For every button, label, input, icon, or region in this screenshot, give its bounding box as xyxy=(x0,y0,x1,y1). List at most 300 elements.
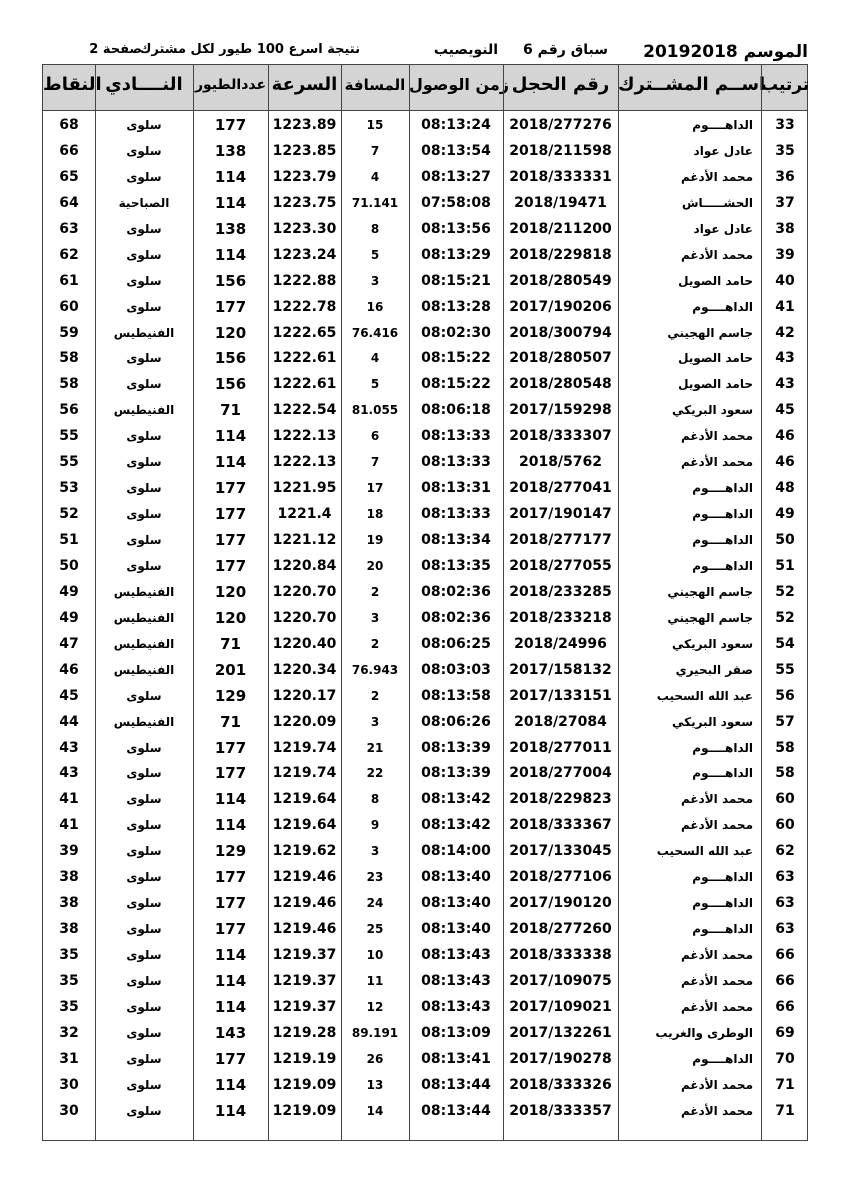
birds-count-cell: 114 xyxy=(214,245,247,264)
rank-cell: 55 xyxy=(775,661,795,678)
distance-cell: 6 xyxy=(370,429,380,444)
club-cell: سلوى xyxy=(126,351,162,366)
distance-cell: 5 xyxy=(370,247,380,262)
distance-cell: 4 xyxy=(370,169,380,184)
distance-cell: 20 xyxy=(366,558,384,573)
participant-name-cell: الداهــــوم xyxy=(692,766,753,781)
birds-count-cell: 114 xyxy=(214,1101,247,1120)
distance-cell: 5 xyxy=(370,377,380,392)
rank-cell: 36 xyxy=(775,168,795,185)
header-participant-name: اســم المشــترك xyxy=(618,74,766,95)
birds-count-cell: 114 xyxy=(214,790,247,809)
arrival-time-cell: 08:13:42 xyxy=(421,791,491,808)
club-cell: الصباحية xyxy=(118,195,170,210)
participant-name-cell: الداهــــوم xyxy=(692,1051,753,1066)
arrival-time-cell: 08:13:27 xyxy=(421,168,491,185)
arrival-time-cell: 08:13:09 xyxy=(421,1024,491,1041)
table-row xyxy=(43,891,807,917)
table-row xyxy=(43,606,807,632)
speed-cell: 1220.17 xyxy=(272,687,337,704)
distance-cell: 81.055 xyxy=(351,403,399,418)
club-cell: سلوى xyxy=(126,533,162,547)
table-row xyxy=(43,217,807,243)
points-cell: 45 xyxy=(59,687,79,704)
points-cell: 38 xyxy=(59,895,79,912)
speed-cell: 1223.75 xyxy=(272,194,337,211)
participant-name-cell: محمد الأدغم xyxy=(680,999,753,1014)
rank-cell: 66 xyxy=(775,947,795,963)
table-row xyxy=(43,450,807,476)
participant-name-cell: محمد الأدغم xyxy=(680,818,753,833)
arrival-time-cell: 08:02:36 xyxy=(421,609,491,626)
points-cell: 66 xyxy=(59,142,79,159)
table-row xyxy=(43,865,807,891)
distance-cell: 17 xyxy=(366,481,384,496)
ring-number-cell: 2018/277055 xyxy=(509,557,612,574)
club-cell: سلوى xyxy=(126,688,162,703)
arrival-time-cell: 08:06:26 xyxy=(421,713,491,730)
club-cell: سلوى xyxy=(126,118,162,132)
club-cell: سلوى xyxy=(126,896,162,911)
ring-number-cell: 2017/190147 xyxy=(509,506,612,523)
participant-name-cell: محمد الأدغم xyxy=(680,1077,753,1092)
table-row xyxy=(43,632,807,658)
speed-cell: 1219.74 xyxy=(272,739,337,756)
rank-cell: 63 xyxy=(775,921,795,938)
speed-cell: 1223.30 xyxy=(272,220,337,237)
club-cell: الفنيطيس xyxy=(113,714,175,729)
participant-name-cell: الداهــــوم xyxy=(692,896,753,911)
arrival-time-cell: 08:15:21 xyxy=(421,272,491,289)
birds-count-cell: 114 xyxy=(214,816,247,835)
arrival-time-cell: 08:13:33 xyxy=(421,454,491,471)
speed-cell: 1219.46 xyxy=(272,895,337,912)
arrival-time-cell: 08:13:31 xyxy=(421,480,491,497)
arrival-time-cell: 08:13:43 xyxy=(421,998,491,1015)
table-row xyxy=(43,502,807,528)
ring-number-cell: 2018/277177 xyxy=(509,532,612,548)
club-cell: سلوى xyxy=(126,273,162,288)
header-club: النــــادي xyxy=(105,74,183,95)
rank-cell: 43 xyxy=(775,376,795,393)
participant-name-cell: الوطرى والغريب xyxy=(655,1025,753,1040)
speed-cell: 1219.62 xyxy=(272,843,337,860)
birds-count-cell: 177 xyxy=(214,556,247,575)
birds-count-cell: 177 xyxy=(214,920,247,939)
table-row xyxy=(43,113,807,139)
participant-name-cell: محمد الأدغم xyxy=(680,247,753,262)
club-cell: سلوى xyxy=(126,1051,162,1066)
participant-name-cell: محمد الأدغم xyxy=(680,455,753,470)
ring-number-cell: 2017/190278 xyxy=(509,1050,612,1067)
participant-name-cell: جاسم الهجيني xyxy=(667,584,753,599)
rank-cell: 46 xyxy=(775,428,795,445)
table-row xyxy=(43,321,807,347)
ring-number-cell: 2018/333357 xyxy=(509,1102,612,1119)
distance-cell: 4 xyxy=(370,351,380,366)
table-row xyxy=(43,813,807,839)
arrival-time-cell: 08:13:40 xyxy=(421,921,491,938)
table-row xyxy=(43,943,807,969)
arrival-time-cell: 08:02:36 xyxy=(421,583,491,600)
race-number-label: سباق رقم 6 xyxy=(523,42,608,58)
participant-name-cell: محمد الأدغم xyxy=(680,169,753,184)
distance-cell: 2 xyxy=(370,636,380,651)
distance-cell: 15 xyxy=(366,118,384,132)
club-cell: سلوى xyxy=(126,948,162,962)
birds-count-cell: 177 xyxy=(214,764,247,783)
points-cell: 30 xyxy=(59,1076,79,1093)
season-label: الموسم 20192018 xyxy=(643,42,808,62)
arrival-time-cell: 08:13:28 xyxy=(421,298,491,315)
table-row xyxy=(43,684,807,710)
birds-count-cell: 71 xyxy=(220,401,241,420)
arrival-time-cell: 08:06:25 xyxy=(421,635,491,652)
club-cell: سلوى xyxy=(126,870,162,885)
club-cell: الفنيطيس xyxy=(113,584,175,599)
table-row xyxy=(43,269,807,295)
table-row xyxy=(43,191,807,217)
points-cell: 63 xyxy=(59,220,79,237)
speed-cell: 1221.4 xyxy=(277,506,332,523)
points-cell: 53 xyxy=(59,480,79,497)
distance-cell: 8 xyxy=(370,792,380,807)
speed-cell: 1222.13 xyxy=(272,454,337,471)
speed-cell: 1220.34 xyxy=(272,661,337,678)
table-row xyxy=(43,1099,807,1125)
participant-name-cell: حامد الصويل xyxy=(678,273,753,288)
table-row xyxy=(43,787,807,813)
ring-number-cell: 2018/277106 xyxy=(509,869,612,886)
points-cell: 55 xyxy=(59,454,79,471)
rank-cell: 56 xyxy=(775,687,795,704)
club-cell: سلوى xyxy=(126,247,162,262)
club-cell: سلوى xyxy=(126,1077,162,1092)
birds-count-cell: 120 xyxy=(214,608,247,627)
participant-name-cell: جاسم الهجيني xyxy=(667,325,753,340)
participant-name-cell: الداهــــوم xyxy=(692,870,753,885)
rank-cell: 42 xyxy=(775,324,795,341)
points-cell: 39 xyxy=(59,843,79,860)
speed-cell: 1220.70 xyxy=(272,609,337,626)
points-cell: 44 xyxy=(59,713,79,730)
birds-count-cell: 177 xyxy=(214,116,247,134)
arrival-time-cell: 08:13:43 xyxy=(421,972,491,989)
table-row xyxy=(43,1047,807,1073)
participant-name-cell: سعود البريكي xyxy=(671,636,753,651)
club-cell: الفنيطيس xyxy=(113,662,175,677)
ring-number-cell: 2018/233285 xyxy=(509,583,612,600)
club-cell: الفنيطيس xyxy=(113,325,175,340)
arrival-time-cell: 08:13:54 xyxy=(421,142,491,159)
birds-count-cell: 114 xyxy=(214,167,247,186)
distance-cell: 23 xyxy=(366,870,384,885)
participant-name-cell: الداهــــوم xyxy=(692,740,753,755)
table-body xyxy=(43,113,807,1125)
rank-cell: 57 xyxy=(775,713,795,730)
table-row xyxy=(43,139,807,165)
arrival-time-cell: 08:13:40 xyxy=(421,895,491,912)
rank-cell: 45 xyxy=(775,402,795,419)
distance-cell: 25 xyxy=(366,922,384,937)
arrival-time-cell: 08:13:56 xyxy=(421,220,491,237)
participant-name-cell: الداهــــوم xyxy=(692,118,753,132)
ring-number-cell: 2017/190206 xyxy=(509,298,612,315)
header-ring-number: رقم الحجل xyxy=(511,74,610,95)
distance-cell: 71.141 xyxy=(351,195,399,210)
table-row xyxy=(43,346,807,372)
rank-cell: 54 xyxy=(775,635,795,652)
distance-cell: 8 xyxy=(370,221,380,236)
participant-name-cell: عادل عواد xyxy=(693,143,753,158)
points-cell: 58 xyxy=(59,376,79,393)
distance-cell: 26 xyxy=(366,1051,384,1066)
speed-cell: 1222.61 xyxy=(272,376,337,393)
rank-cell: 33 xyxy=(775,117,795,133)
rank-cell: 46 xyxy=(775,454,795,471)
club-cell: سلوى xyxy=(126,818,162,833)
rank-cell: 51 xyxy=(775,557,795,574)
club-cell: سلوى xyxy=(126,1103,162,1118)
arrival-time-cell: 08:13:42 xyxy=(421,817,491,834)
club-cell: سلوى xyxy=(126,507,162,522)
points-cell: 35 xyxy=(59,972,79,989)
speed-cell: 1219.46 xyxy=(272,869,337,886)
ring-number-cell: 2018/233218 xyxy=(509,609,612,626)
points-cell: 43 xyxy=(59,765,79,782)
distance-cell: 3 xyxy=(370,273,380,288)
speed-cell: 1222.61 xyxy=(272,350,337,367)
points-cell: 64 xyxy=(59,194,79,211)
header-arrival-time: زمن الوصول xyxy=(409,75,509,94)
club-cell: سلوى xyxy=(126,740,162,755)
points-cell: 41 xyxy=(59,817,79,834)
distance-cell: 16 xyxy=(366,299,384,314)
table-row xyxy=(43,476,807,502)
points-cell: 35 xyxy=(59,998,79,1015)
results-table xyxy=(42,64,808,1141)
rank-cell: 70 xyxy=(775,1050,795,1067)
distance-cell: 76.943 xyxy=(351,662,399,677)
club-cell: سلوى xyxy=(126,299,162,314)
table-row xyxy=(43,761,807,787)
participant-name-cell: عبد الله السحيب xyxy=(656,688,753,703)
ring-number-cell: 2018/333367 xyxy=(509,817,612,834)
birds-count-cell: 156 xyxy=(214,271,247,290)
club-cell: سلوى xyxy=(126,169,162,184)
ring-number-cell: 2018/277011 xyxy=(509,739,612,756)
distance-cell: 2 xyxy=(370,688,380,703)
participant-name-cell: محمد الأدغم xyxy=(680,792,753,807)
speed-cell: 1219.37 xyxy=(272,998,337,1015)
distance-cell: 14 xyxy=(366,1103,384,1118)
rank-cell: 60 xyxy=(775,791,795,808)
club-cell: سلوى xyxy=(126,481,162,496)
ring-number-cell: 2018/277260 xyxy=(509,921,612,938)
arrival-time-cell: 08:15:22 xyxy=(421,376,491,393)
birds-count-cell: 129 xyxy=(214,686,247,705)
participant-name-cell: حامد الصويل xyxy=(678,351,753,366)
table-row xyxy=(43,243,807,269)
points-cell: 41 xyxy=(59,791,79,808)
points-cell: 61 xyxy=(59,272,79,289)
speed-cell: 1222.78 xyxy=(272,298,337,315)
arrival-time-cell: 08:06:18 xyxy=(421,402,491,419)
table-row xyxy=(43,372,807,398)
points-cell: 43 xyxy=(59,739,79,756)
ring-number-cell: 2017/158132 xyxy=(509,661,612,678)
ring-number-cell: 2018/280507 xyxy=(509,350,612,367)
table-row xyxy=(43,580,807,606)
rank-cell: 39 xyxy=(775,246,795,263)
speed-cell: 1220.70 xyxy=(272,583,337,600)
table-row xyxy=(43,710,807,736)
table-row xyxy=(43,839,807,865)
ring-number-cell: 2018/211200 xyxy=(509,220,612,237)
distance-cell: 22 xyxy=(366,766,384,781)
race-location: النويصيب xyxy=(433,42,498,58)
table-header xyxy=(43,65,810,111)
ring-number-cell: 2018/5762 xyxy=(518,454,603,471)
arrival-time-cell: 08:13:39 xyxy=(421,739,491,756)
table-row xyxy=(43,528,807,554)
birds-count-cell: 114 xyxy=(214,1075,247,1094)
speed-cell: 1220.09 xyxy=(272,713,337,730)
result-description: نتيجة اسرع 100 طيور لكل مشترك xyxy=(139,42,360,57)
birds-count-cell: 143 xyxy=(214,1023,247,1042)
table-row xyxy=(43,969,807,995)
distance-cell: 7 xyxy=(370,455,380,470)
club-cell: سلوى xyxy=(126,999,162,1014)
participant-name-cell: صقر البحيري xyxy=(675,662,753,677)
participant-name-cell: محمد الأدغم xyxy=(680,1103,753,1118)
ring-number-cell: 2018/19471 xyxy=(514,194,607,211)
arrival-time-cell: 08:13:44 xyxy=(421,1102,491,1119)
arrival-time-cell: 08:13:33 xyxy=(421,506,491,523)
points-cell: 68 xyxy=(59,117,79,133)
ring-number-cell: 2018/333331 xyxy=(509,168,612,185)
rank-cell: 71 xyxy=(775,1102,795,1119)
birds-count-cell: 177 xyxy=(214,738,247,757)
rank-cell: 38 xyxy=(775,220,795,237)
birds-count-cell: 114 xyxy=(214,427,247,446)
club-cell: الفنيطيس xyxy=(113,403,175,418)
rank-cell: 43 xyxy=(775,350,795,367)
table-row xyxy=(43,424,807,450)
ring-number-cell: 2017/190120 xyxy=(509,895,612,912)
table-row xyxy=(43,1021,807,1047)
ring-number-cell: 2018/24996 xyxy=(514,635,607,652)
table-row xyxy=(43,398,807,424)
club-cell: سلوى xyxy=(126,844,162,859)
speed-cell: 1222.54 xyxy=(272,402,337,419)
rank-cell: 50 xyxy=(775,532,795,548)
ring-number-cell: 2018/300794 xyxy=(509,324,612,341)
speed-cell: 1220.84 xyxy=(272,557,337,574)
ring-number-cell: 2017/133151 xyxy=(509,687,612,704)
speed-cell: 1219.37 xyxy=(272,947,337,963)
club-cell: سلوى xyxy=(126,558,162,573)
speed-cell: 1221.12 xyxy=(272,532,337,548)
points-cell: 59 xyxy=(59,324,79,341)
distance-cell: 89.191 xyxy=(351,1025,399,1040)
rank-cell: 58 xyxy=(775,765,795,782)
speed-cell: 1219.09 xyxy=(272,1076,337,1093)
distance-cell: 10 xyxy=(366,948,384,962)
speed-cell: 1219.19 xyxy=(272,1050,337,1067)
arrival-time-cell: 08:13:29 xyxy=(421,246,491,263)
arrival-time-cell: 08:13:24 xyxy=(421,117,491,133)
arrival-time-cell: 08:15:22 xyxy=(421,350,491,367)
arrival-time-cell: 08:13:58 xyxy=(421,687,491,704)
points-cell: 50 xyxy=(59,557,79,574)
participant-name-cell: عبد الله السحيب xyxy=(656,844,753,859)
birds-count-cell: 177 xyxy=(214,868,247,887)
rank-cell: 35 xyxy=(775,142,795,159)
ring-number-cell: 2018/333307 xyxy=(509,428,612,445)
distance-cell: 2 xyxy=(370,584,380,599)
points-cell: 35 xyxy=(59,947,79,963)
header-points: النقاط xyxy=(43,74,102,95)
distance-cell: 18 xyxy=(366,507,384,522)
distance-cell: 7 xyxy=(370,143,380,158)
arrival-time-cell: 08:13:43 xyxy=(421,947,491,963)
club-cell: سلوى xyxy=(126,143,162,158)
table-row xyxy=(43,165,807,191)
points-cell: 62 xyxy=(59,246,79,263)
club-cell: سلوى xyxy=(126,429,162,444)
distance-cell: 12 xyxy=(366,999,384,1014)
points-cell: 60 xyxy=(59,298,79,315)
birds-count-cell: 156 xyxy=(214,375,247,394)
club-cell: الفنيطيس xyxy=(113,636,175,651)
club-cell: سلوى xyxy=(126,973,162,988)
rank-cell: 66 xyxy=(775,972,795,989)
participant-name-cell: جاسم الهجيني xyxy=(667,610,753,625)
birds-count-cell: 177 xyxy=(214,505,247,524)
participant-name-cell: الداهــــوم xyxy=(692,533,753,547)
participant-name-cell: عادل عواد xyxy=(693,221,753,236)
speed-cell: 1222.65 xyxy=(272,324,337,341)
ring-number-cell: 2018/277041 xyxy=(509,480,612,497)
birds-count-cell: 71 xyxy=(220,712,241,731)
participant-name-cell: محمد الأدغم xyxy=(680,948,753,962)
participant-name-cell: سعود البريكي xyxy=(671,714,753,729)
points-cell: 31 xyxy=(59,1050,79,1067)
rank-cell: 58 xyxy=(775,739,795,756)
rank-cell: 37 xyxy=(775,194,795,211)
birds-count-cell: 129 xyxy=(214,842,247,861)
arrival-time-cell: 08:13:40 xyxy=(421,869,491,886)
distance-cell: 3 xyxy=(370,714,380,729)
points-cell: 49 xyxy=(59,609,79,626)
speed-cell: 1223.79 xyxy=(272,168,337,185)
speed-cell: 1220.40 xyxy=(272,635,337,652)
ring-number-cell: 2018/211598 xyxy=(509,142,612,159)
club-cell: سلوى xyxy=(126,221,162,236)
ring-number-cell: 2018/277276 xyxy=(509,117,612,133)
points-cell: 51 xyxy=(59,532,79,548)
ring-number-cell: 2017/109021 xyxy=(509,998,612,1015)
birds-count-cell: 177 xyxy=(214,894,247,913)
table-row xyxy=(43,658,807,684)
points-cell: 46 xyxy=(59,661,79,678)
speed-cell: 1219.28 xyxy=(272,1024,337,1041)
club-cell: سلوى xyxy=(126,766,162,781)
distance-cell: 3 xyxy=(370,844,380,859)
table-row xyxy=(43,295,807,321)
distance-cell: 9 xyxy=(370,818,380,833)
